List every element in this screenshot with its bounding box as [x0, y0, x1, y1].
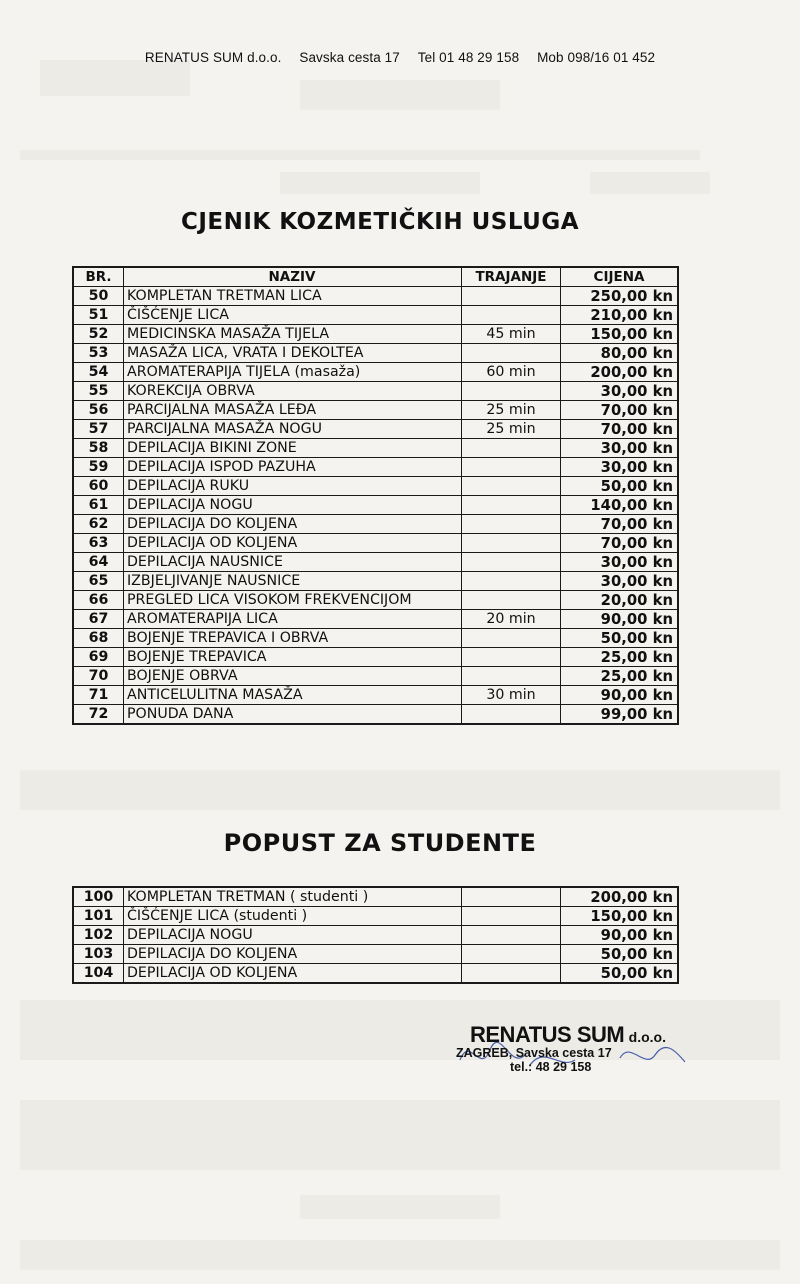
- service-duration: [462, 287, 561, 306]
- service-price: 50,00 kn: [561, 964, 679, 984]
- service-number: 51: [73, 306, 124, 325]
- table-row: [73, 477, 678, 496]
- service-name: DEPILACIJA DO KOLJENA: [124, 515, 462, 534]
- service-price: 150,00 kn: [561, 325, 679, 344]
- service-duration: [462, 572, 561, 591]
- service-price: 70,00 kn: [561, 534, 679, 553]
- table-row: [73, 964, 678, 984]
- service-name: PONUDA DANA: [124, 705, 462, 725]
- bleed-through-mark: [280, 172, 480, 194]
- service-number: 102: [73, 926, 124, 945]
- service-name: AROMATERAPIJA TIJELA (masaža): [124, 363, 462, 382]
- service-price: 70,00 kn: [561, 420, 679, 439]
- table-row: [73, 667, 678, 686]
- stamp-phone: tel.: 48 29 158: [510, 1060, 592, 1074]
- table-row: [73, 945, 678, 964]
- service-name: KOMPLETAN TRETMAN ( studenti ): [124, 887, 462, 907]
- service-duration: [462, 515, 561, 534]
- service-number: 63: [73, 534, 124, 553]
- service-duration: [462, 382, 561, 401]
- table-row: [73, 382, 678, 401]
- service-name: KOMPLETAN TRETMAN LICA: [124, 287, 462, 306]
- bleed-through-mark: [40, 60, 190, 96]
- service-price: 250,00 kn: [561, 287, 679, 306]
- service-number: 56: [73, 401, 124, 420]
- service-duration: [462, 306, 561, 325]
- table-row: [73, 439, 678, 458]
- service-number: 58: [73, 439, 124, 458]
- company-phone: Tel 01 48 29 158: [417, 50, 520, 65]
- stamp-suffix: d.o.o.: [628, 1029, 666, 1045]
- service-duration: [462, 705, 561, 725]
- service-name: AROMATERAPIJA LICA: [124, 610, 462, 629]
- service-number: 53: [73, 344, 124, 363]
- service-price: 70,00 kn: [561, 401, 679, 420]
- service-duration: 30 min: [462, 686, 561, 705]
- service-duration: [462, 887, 561, 907]
- service-number: 60: [73, 477, 124, 496]
- service-name: ANTICELULITNA MASAŽA: [124, 686, 462, 705]
- bleed-through-mark: [20, 770, 780, 810]
- table-row: [73, 363, 678, 382]
- service-name: MASAŽA LICA, VRATA I DEKOLTEA: [124, 344, 462, 363]
- service-name: PREGLED LICA VISOKOM FREKVENCIJOM: [124, 591, 462, 610]
- service-duration: 60 min: [462, 363, 561, 382]
- table-row: [73, 344, 678, 363]
- service-duration: [462, 964, 561, 984]
- column-header-number: BR.: [73, 267, 124, 287]
- page-title: CJENIK KOZMETIČKIH USLUGA: [180, 209, 580, 235]
- table-row: [73, 591, 678, 610]
- service-number: 54: [73, 363, 124, 382]
- table-row: [73, 325, 678, 344]
- table-row: [73, 458, 678, 477]
- column-header-duration: TRAJANJE: [462, 267, 561, 287]
- company-stamp: [456, 1022, 670, 1074]
- table-row: [73, 926, 678, 945]
- service-name: PARCIJALNA MASAŽA LEĐA: [124, 401, 462, 420]
- letterhead: [0, 50, 800, 65]
- service-duration: 25 min: [462, 420, 561, 439]
- table-row: [73, 534, 678, 553]
- table-row: [73, 686, 678, 705]
- service-duration: [462, 458, 561, 477]
- service-price: 25,00 kn: [561, 648, 679, 667]
- service-number: 101: [73, 907, 124, 926]
- service-name: MEDICINSKA MASAŽA TIJELA: [124, 325, 462, 344]
- service-duration: [462, 667, 561, 686]
- service-price: 200,00 kn: [561, 363, 679, 382]
- services-price-table: [72, 266, 679, 725]
- company-address: Savska cesta 17: [299, 50, 400, 65]
- service-duration: [462, 945, 561, 964]
- service-name: DEPILACIJA BIKINI ZONE: [124, 439, 462, 458]
- service-duration: 20 min: [462, 610, 561, 629]
- service-duration: [462, 496, 561, 515]
- table-row: [73, 907, 678, 926]
- service-price: 99,00 kn: [561, 705, 679, 725]
- service-name: BOJENJE TREPAVICA I OBRVA: [124, 629, 462, 648]
- bleed-through-mark: [20, 1240, 780, 1270]
- table-row: [73, 610, 678, 629]
- service-price: 90,00 kn: [561, 610, 679, 629]
- service-duration: 45 min: [462, 325, 561, 344]
- table-row: [73, 553, 678, 572]
- service-name: BOJENJE TREPAVICA: [124, 648, 462, 667]
- service-number: 57: [73, 420, 124, 439]
- table-row: [73, 887, 678, 907]
- service-number: 100: [73, 887, 124, 907]
- service-name: DEPILACIJA DO KOLJENA: [124, 945, 462, 964]
- service-price: 20,00 kn: [561, 591, 679, 610]
- table-row: [73, 705, 678, 725]
- service-duration: [462, 344, 561, 363]
- service-price: 30,00 kn: [561, 439, 679, 458]
- bleed-through-mark: [590, 172, 710, 194]
- service-duration: [462, 591, 561, 610]
- service-duration: [462, 439, 561, 458]
- column-header-price: CIJENA: [561, 267, 679, 287]
- service-name: ČIŠĆENJE LICA (studenti ): [124, 907, 462, 926]
- table-row: [73, 496, 678, 515]
- table-row: [73, 515, 678, 534]
- service-number: 50: [73, 287, 124, 306]
- table-row: [73, 306, 678, 325]
- service-name: DEPILACIJA RUKU: [124, 477, 462, 496]
- service-name: DEPILACIJA OD KOLJENA: [124, 964, 462, 984]
- service-number: 71: [73, 686, 124, 705]
- service-price: 25,00 kn: [561, 667, 679, 686]
- service-price: 200,00 kn: [561, 887, 679, 907]
- service-duration: [462, 629, 561, 648]
- service-number: 104: [73, 964, 124, 984]
- service-duration: [462, 648, 561, 667]
- service-price: 50,00 kn: [561, 477, 679, 496]
- service-price: 210,00 kn: [561, 306, 679, 325]
- service-name: PARCIJALNA MASAŽA NOGU: [124, 420, 462, 439]
- service-number: 65: [73, 572, 124, 591]
- service-name: DEPILACIJA NOGU: [124, 926, 462, 945]
- service-name: KOREKCIJA OBRVA: [124, 382, 462, 401]
- service-number: 61: [73, 496, 124, 515]
- service-price: 70,00 kn: [561, 515, 679, 534]
- service-price: 30,00 kn: [561, 572, 679, 591]
- service-number: 68: [73, 629, 124, 648]
- company-mobile: Mob 098/16 01 452: [537, 50, 656, 65]
- service-name: BOJENJE OBRVA: [124, 667, 462, 686]
- service-name: DEPILACIJA NAUSNICE: [124, 553, 462, 572]
- student-section-title: POPUST ZA STUDENTE: [223, 829, 537, 857]
- service-name: DEPILACIJA ISPOD PAZUHA: [124, 458, 462, 477]
- service-number: 69: [73, 648, 124, 667]
- service-price: 30,00 kn: [561, 458, 679, 477]
- service-name: ČIŠĆENJE LICA: [124, 306, 462, 325]
- column-header-name: NAZIV: [124, 267, 462, 287]
- service-duration: [462, 553, 561, 572]
- student-price-table: [72, 886, 679, 984]
- table-row: [73, 572, 678, 591]
- service-duration: [462, 926, 561, 945]
- table-row: [73, 629, 678, 648]
- company-name: RENATUS SUM d.o.o.: [144, 50, 282, 65]
- service-number: 72: [73, 705, 124, 725]
- service-number: 64: [73, 553, 124, 572]
- table-row: [73, 420, 678, 439]
- service-name: DEPILACIJA OD KOLJENA: [124, 534, 462, 553]
- service-name: DEPILACIJA NOGU: [124, 496, 462, 515]
- service-price: 50,00 kn: [561, 945, 679, 964]
- service-price: 30,00 kn: [561, 382, 679, 401]
- service-duration: [462, 534, 561, 553]
- service-price: 90,00 kn: [561, 926, 679, 945]
- table-row: [73, 648, 678, 667]
- service-price: 140,00 kn: [561, 496, 679, 515]
- service-duration: 25 min: [462, 401, 561, 420]
- service-number: 67: [73, 610, 124, 629]
- service-number: 62: [73, 515, 124, 534]
- bleed-through-mark: [300, 80, 500, 110]
- service-number: 70: [73, 667, 124, 686]
- service-name: IZBJELJIVANJE NAUSNICE: [124, 572, 462, 591]
- bleed-through-mark: [300, 1195, 500, 1219]
- service-number: 52: [73, 325, 124, 344]
- bleed-through-mark: [20, 1100, 780, 1170]
- table-row: [73, 401, 678, 420]
- service-price: 150,00 kn: [561, 907, 679, 926]
- bleed-through-mark: [20, 150, 700, 160]
- stamp-address: ZAGREB, Savska cesta 17: [456, 1046, 612, 1060]
- service-number: 59: [73, 458, 124, 477]
- service-duration: [462, 477, 561, 496]
- service-price: 50,00 kn: [561, 629, 679, 648]
- service-price: 80,00 kn: [561, 344, 679, 363]
- table-row: [73, 287, 678, 306]
- stamp-company: RENATUS SUM: [470, 1022, 625, 1047]
- service-price: 30,00 kn: [561, 553, 679, 572]
- service-number: 55: [73, 382, 124, 401]
- table-header-row: [73, 267, 678, 287]
- service-price: 90,00 kn: [561, 686, 679, 705]
- service-number: 103: [73, 945, 124, 964]
- service-duration: [462, 907, 561, 926]
- service-number: 66: [73, 591, 124, 610]
